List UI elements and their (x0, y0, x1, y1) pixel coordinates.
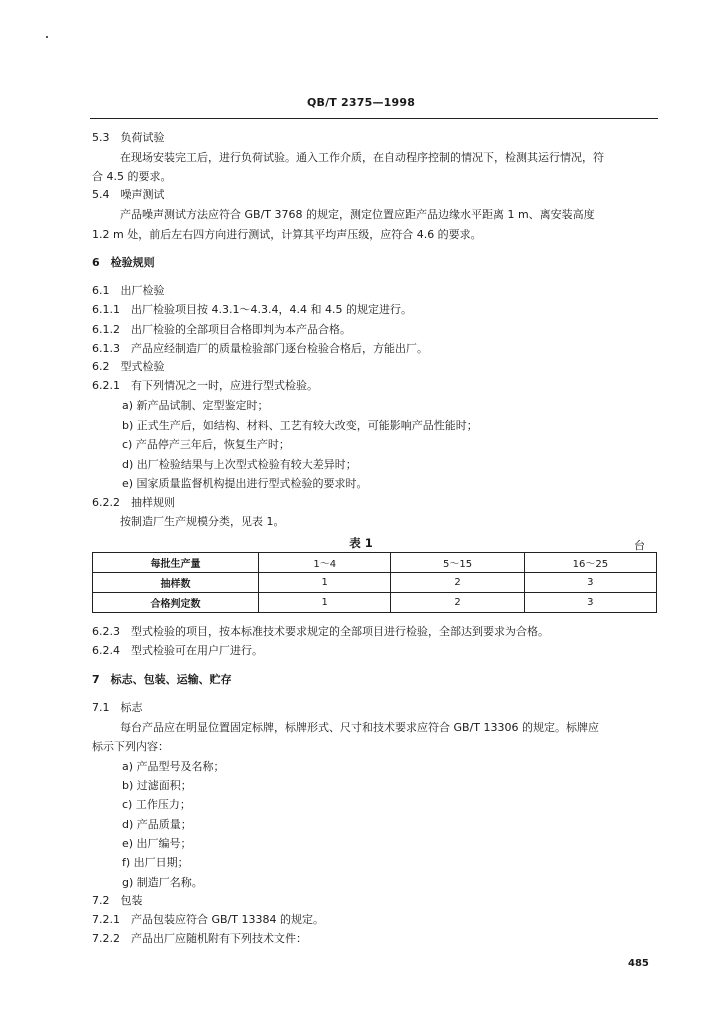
clause-6-1-1: 6.1.1 出厂检验项目按 4.3.1～4.3.4，4.4 和 4.5 的规定进行。 (92, 303, 412, 316)
table-cell: 3 (524, 593, 656, 613)
table-cell: 16～25 (524, 553, 656, 573)
clause-6-2-3: 6.2.3 型式检验的项目，按本标准技术要求规定的全部项目进行检验，全部达到要求为合格。 (92, 625, 549, 638)
table-row-label: 抽样数 (93, 573, 259, 593)
table-row (93, 553, 657, 573)
table-row-label: 每批生产量 (93, 553, 259, 573)
section-6-2-heading: 6.2 型式检验 (92, 360, 165, 373)
section-7-heading: 7 标志、包装、运输、贮存 (92, 673, 232, 686)
section-5-4-text-1: 产品噪声测试方法应符合 GB/T 3768 的规定，测定位置应距产品边缘水平距离 1 m、离安装高度 (120, 208, 595, 221)
section-5-4-heading: 5.4 噪声测试 (92, 188, 165, 201)
list-item: b) 过滤面积； (122, 779, 192, 792)
section-5-3-text-1: 在现场安装完工后，进行负荷试验。通入工作介质，在自动程序控制的情况下，检测其运行情况，符 (120, 151, 604, 164)
table-cell: 3 (524, 573, 656, 593)
list-item: a) 产品型号及名称； (122, 760, 225, 773)
list-item: c) 产品停产三年后，恢复生产时； (122, 438, 290, 451)
section-5-4-text-2: 1.2 m 处，前后左右四方向进行测试，计算其平均声压级，应符合 4.6 的要求。 (92, 228, 482, 241)
section-5-3-heading: 5.3 负荷试验 (92, 131, 165, 144)
table-cell: 5～15 (391, 553, 524, 573)
clause-6-2-2-text: 按制造厂生产规模分类，见表 1。 (120, 515, 285, 528)
section-7-1-text-2: 标示下列内容： (92, 740, 169, 753)
clause-6-1-3: 6.1.3 产品应经制造厂的质量检验部门逐台检验合格后，方能出厂。 (92, 342, 428, 355)
section-5-3-text-2: 合 4.5 的要求。 (92, 170, 172, 183)
clause-6-2-1: 6.2.1 有下列情况之一时，应进行型式检验。 (92, 379, 318, 392)
table-cell: 1 (259, 593, 391, 613)
list-item: d) 出厂检验结果与上次型式检验有较大差异时； (122, 458, 357, 471)
sampling-table (92, 552, 657, 613)
page-header-title: QB/T 2375—1998 (306, 96, 416, 109)
clause-7-2-2: 7.2.2 产品出厂应随机附有下列技术文件： (92, 932, 307, 945)
table-cell: 2 (391, 573, 524, 593)
table-cell: 2 (391, 593, 524, 613)
list-item: e) 国家质量监督机构提出进行型式检验的要求时。 (122, 477, 368, 490)
section-7-1-heading: 7.1 标志 (92, 701, 143, 714)
clause-6-2-4: 6.2.4 型式检验可在用户厂进行。 (92, 644, 263, 657)
section-7-2-heading: 7.2 包装 (92, 894, 143, 907)
table-row (93, 573, 657, 593)
clause-6-1-2: 6.1.2 出厂检验的全部项目合格即判为本产品合格。 (92, 323, 351, 336)
table-row (93, 593, 657, 613)
section-6-1-heading: 6.1 出厂检验 (92, 284, 165, 297)
section-7-1-text-1: 每台产品应在明显位置固定标牌，标牌形式、尺寸和技术要求应符合 GB/T 13306 的规定。标牌应 (120, 721, 599, 734)
table-cell: 1～4 (259, 553, 391, 573)
header-rule (90, 118, 658, 119)
list-item: c) 工作压力； (122, 798, 191, 811)
list-item: f) 出厂日期； (122, 856, 189, 869)
table-row-label: 合格判定数 (93, 593, 259, 613)
table-caption: 表 1 (349, 536, 373, 550)
scan-speck (46, 36, 48, 38)
page-number: 485 (628, 958, 649, 969)
section-6-heading: 6 检验规则 (92, 256, 155, 269)
table-unit: 台 (634, 539, 645, 552)
list-item: d) 产品质量； (122, 818, 192, 831)
list-item: b) 正式生产后，如结构、材料、工艺有较大改变，可能影响产品性能时； (122, 419, 478, 432)
list-item: g) 制造厂名称。 (122, 876, 203, 889)
list-item: a) 新产品试制、定型鉴定时； (122, 399, 269, 412)
clause-7-2-1: 7.2.1 产品包装应符合 GB/T 13384 的规定。 (92, 913, 324, 926)
list-item: e) 出厂编号； (122, 837, 192, 850)
clause-6-2-2-heading: 6.2.2 抽样规则 (92, 496, 175, 509)
table-cell: 1 (259, 573, 391, 593)
